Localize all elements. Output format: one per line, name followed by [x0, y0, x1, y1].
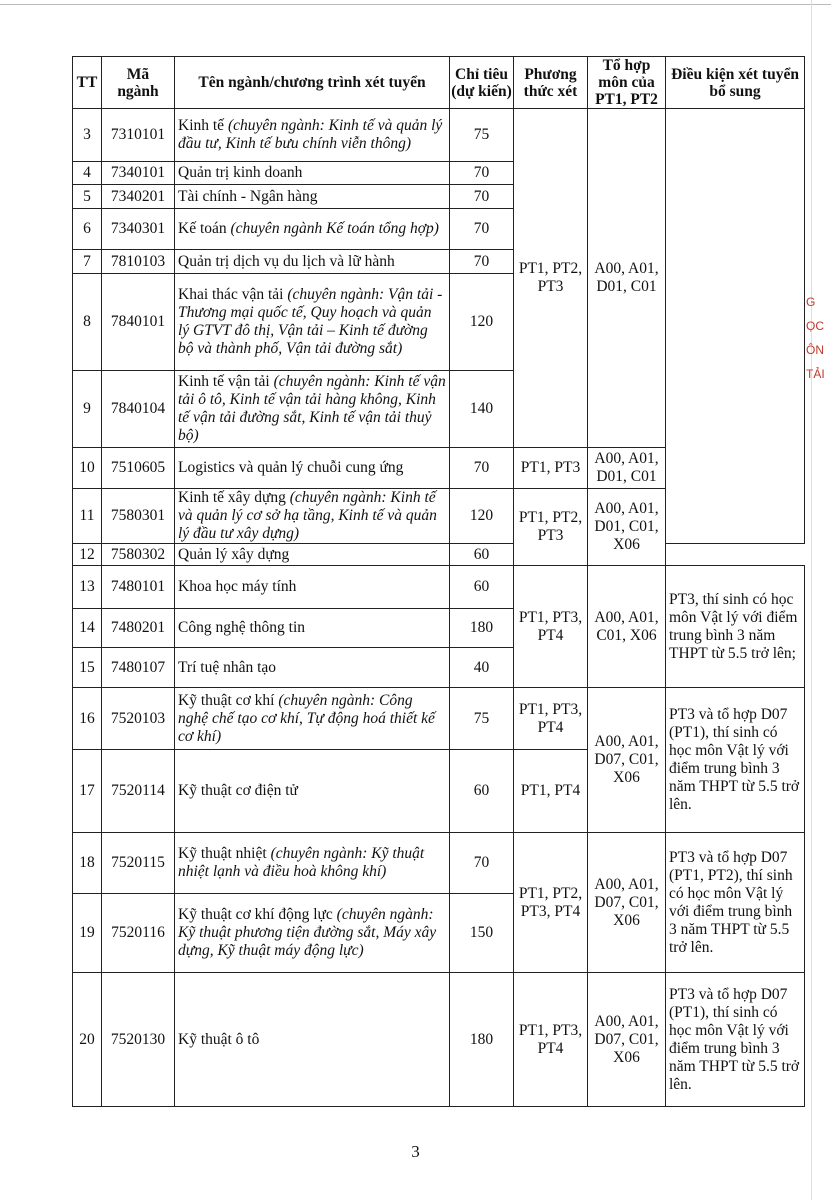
table-row: [73, 833, 805, 894]
program-spec: (chuyên ngành Kế toán tổng hợp): [230, 220, 439, 237]
row-name: [175, 566, 450, 609]
stamp-text: TẢI: [806, 367, 825, 381]
row-name: [175, 162, 450, 185]
header-chi-tieu: Chỉ tiêu (dự kiến): [450, 57, 514, 109]
method-cell: PT1, PT4: [514, 750, 588, 833]
row-tt: 3: [73, 109, 102, 162]
row-name: [175, 833, 450, 894]
program-name: Kỹ thuật cơ khí động lực: [178, 906, 333, 923]
row-chi-tieu: 70: [450, 209, 514, 250]
row-tt: 18: [73, 833, 102, 894]
stamp-text: ÔN: [806, 343, 824, 357]
combo-cell: A00, A01, D07, C01, X06: [588, 973, 666, 1107]
program-name: Logistics và quản lý chuỗi cung ứng: [178, 459, 404, 476]
row-name: [175, 894, 450, 973]
row-ma: 7580302: [102, 544, 175, 566]
method-cell: PT1, PT2, PT3: [514, 489, 588, 566]
row-name: [175, 109, 450, 162]
row-name: [175, 973, 450, 1107]
table-row: [73, 109, 805, 162]
row-tt: 14: [73, 609, 102, 648]
program-spec: (chuyên ngành: Vận tải - Thương mại quốc tế, Quy hoạch và quản lý GTVT đô thị, Vận tải – Kinh tế đường bộ và thành phố, Vận tải đường sắt): [178, 286, 443, 357]
row-chi-tieu: 70: [450, 185, 514, 209]
row-name: [175, 750, 450, 833]
row-tt: 11: [73, 489, 102, 544]
program-name: Công nghệ thông tin: [178, 619, 306, 636]
row-tt: 4: [73, 162, 102, 185]
program-spec: (chuyên ngành: Kinh tế và quản lý đầu tư, Kinh tế bưu chính viễn thông): [178, 117, 443, 152]
program-spec: (chuyên ngành: Kinh tế vận tải ô tô, Kinh tế vận tải hàng không, Kinh tế vận tải đường sắt, Kinh tế vận tải thuỷ bộ): [178, 373, 446, 444]
method-cell: PT1, PT3, PT4: [514, 566, 588, 688]
row-chi-tieu: 75: [450, 688, 514, 750]
stamp-text: ỌC: [806, 319, 824, 333]
program-name: Tài chính - Ngân hàng: [178, 187, 318, 205]
row-name: [175, 489, 450, 544]
row-ma: 7840104: [102, 371, 175, 448]
program-spec: (chuyên ngành: Kỹ thuật nhiệt lạnh và điều hoà không khí): [178, 845, 425, 880]
program-name: Quản trị dịch vụ du lịch và lữ hành: [178, 252, 395, 270]
row-ma: 7480101: [102, 566, 175, 609]
row-tt: 13: [73, 566, 102, 609]
method-cell: PT1, PT3, PT4: [514, 973, 588, 1107]
row-name: [175, 250, 450, 274]
header-tt: TT: [73, 57, 102, 109]
row-chi-tieu: 60: [450, 750, 514, 833]
row-chi-tieu: 120: [450, 274, 514, 371]
header-phuong-thuc: Phương thức xét: [514, 57, 588, 109]
row-tt: 20: [73, 973, 102, 1107]
row-ma: 7840101: [102, 274, 175, 371]
row-chi-tieu: 150: [450, 894, 514, 973]
row-chi-tieu: 70: [450, 833, 514, 894]
condition-cell-empty: [666, 109, 805, 544]
header-ma-nganh: Mã ngành: [102, 57, 175, 109]
program-name: Quản trị kinh doanh: [178, 164, 303, 181]
row-chi-tieu: 180: [450, 609, 514, 648]
row-ma: 7520103: [102, 688, 175, 750]
row-tt: 5: [73, 185, 102, 209]
combo-cell: A00, A01, D01, C01, X06: [588, 489, 666, 566]
program-spec: (chuyên ngành: Công nghệ chế tạo cơ khí, Tự động hoá thiết kế cơ khí): [178, 691, 435, 745]
row-chi-tieu: 40: [450, 648, 514, 688]
row-ma: 7520115: [102, 833, 175, 894]
stamp-text: G: [806, 295, 816, 309]
row-tt: 7: [73, 250, 102, 274]
combo-cell: A00, A01, C01, X06: [588, 566, 666, 688]
row-ma: 7480107: [102, 648, 175, 688]
row-chi-tieu: 70: [450, 162, 514, 185]
row-chi-tieu: 60: [450, 566, 514, 609]
condition-cell: PT3 và tổ hợp D07 (PT1), thí sinh có học môn Vật lý với điểm trung bình 3 năm THPT từ 5.5 trở lên.: [666, 973, 805, 1107]
method-cell: PT1, PT3: [514, 448, 588, 489]
program-spec: (chuyên ngành: Kỹ thuật phương tiện đường sắt, Máy xây dựng, Kỹ thuật máy động lực): [178, 906, 437, 959]
program-name: Kế toán: [178, 220, 227, 237]
combo-cell: A00, A01, D01, C01: [588, 109, 666, 448]
row-ma: 7480201: [102, 609, 175, 648]
table-row: [73, 973, 805, 1107]
row-name: [175, 544, 450, 566]
program-name: Quản lý xây dựng: [178, 545, 290, 563]
row-tt: 17: [73, 750, 102, 833]
program-spec: (chuyên ngành: Kinh tế và quản lý cơ sở hạ tầng, Kinh tế và quản lý đầu tư xây dựng): [178, 489, 437, 542]
row-ma: 7340301: [102, 209, 175, 250]
combo-cell: A00, A01, D07, C01, X06: [588, 833, 666, 973]
row-chi-tieu: 70: [450, 250, 514, 274]
table-row: [73, 544, 805, 566]
row-chi-tieu: 70: [450, 448, 514, 489]
admission-table: [72, 56, 805, 1107]
program-name: Khai thác vận tải: [178, 286, 284, 303]
program-name: Kỹ thuật cơ điện tử: [178, 782, 298, 799]
program-name: Kinh tế vận tải: [178, 373, 270, 390]
method-cell: PT1, PT2, PT3: [514, 109, 588, 448]
row-tt: 12: [73, 544, 102, 566]
row-chi-tieu: 180: [450, 973, 514, 1107]
condition-cell: PT3 và tổ hợp D07 (PT1), thí sinh có học môn Vật lý với điểm trung bình 3 năm THPT từ 5.5 trở lên.: [666, 688, 805, 833]
condition-cell: PT3 và tổ hợp D07 (PT1, PT2), thí sinh có học môn Vật lý với điểm trung bình 3 năm THPT từ 5.5 trở lên.: [666, 833, 805, 973]
method-cell: PT1, PT3, PT4: [514, 688, 588, 750]
program-name: Khoa học máy tính: [178, 578, 297, 595]
row-ma: 7520116: [102, 894, 175, 973]
row-chi-tieu: 140: [450, 371, 514, 448]
row-name: [175, 274, 450, 371]
row-ma: 7520130: [102, 973, 175, 1107]
row-chi-tieu: 75: [450, 109, 514, 162]
row-name: [175, 648, 450, 688]
row-tt: 9: [73, 371, 102, 448]
row-name: [175, 185, 450, 209]
row-ma: 7340101: [102, 162, 175, 185]
page-number: 3: [411, 1142, 420, 1161]
header-row: [73, 57, 805, 109]
combo-cell: A00, A01, D01, C01: [588, 448, 666, 489]
program-name: Kỹ thuật cơ khí: [178, 691, 275, 709]
program-name: Kinh tế xây dựng: [178, 489, 286, 506]
page-right-edge: [811, 0, 812, 1200]
row-chi-tieu: 60: [450, 544, 514, 566]
row-name: [175, 609, 450, 648]
row-name: [175, 688, 450, 750]
row-tt: 10: [73, 448, 102, 489]
row-tt: 8: [73, 274, 102, 371]
row-name: [175, 448, 450, 489]
combo-cell: A00, A01, D07, C01, X06: [588, 688, 666, 833]
red-stamp-fragment: [806, 290, 831, 450]
row-chi-tieu: 120: [450, 489, 514, 544]
table-row: [73, 688, 805, 750]
row-ma: 7510605: [102, 448, 175, 489]
row-name: [175, 371, 450, 448]
program-name: Kinh tế: [178, 117, 225, 134]
row-tt: 6: [73, 209, 102, 250]
header-dieu-kien: Điều kiện xét tuyển bổ sung: [666, 57, 805, 109]
row-ma: 7310101: [102, 109, 175, 162]
condition-cell: PT3, thí sinh có học môn Vật lý với điểm trung bình 3 năm THPT từ 5.5 trở lên;: [666, 566, 805, 688]
page-top-rule: [0, 4, 831, 5]
row-ma: 7810103: [102, 250, 175, 274]
row-ma: 7580301: [102, 489, 175, 544]
row-ma: 7520114: [102, 750, 175, 833]
header-ten-nganh: Tên ngành/chương trình xét tuyển: [175, 57, 450, 109]
row-tt: 16: [73, 688, 102, 750]
method-cell: PT1, PT2, PT3, PT4: [514, 833, 588, 973]
program-name: Kỹ thuật ô tô: [178, 1030, 260, 1048]
row-name: [175, 209, 450, 250]
row-tt: 15: [73, 648, 102, 688]
table-row: [73, 566, 805, 609]
row-tt: 19: [73, 894, 102, 973]
program-name: Kỹ thuật nhiệt: [178, 845, 267, 862]
program-name: Trí tuệ nhân tạo: [178, 658, 277, 676]
header-to-hop: Tổ hợp môn của PT1, PT2: [588, 57, 666, 109]
row-ma: 7340201: [102, 185, 175, 209]
